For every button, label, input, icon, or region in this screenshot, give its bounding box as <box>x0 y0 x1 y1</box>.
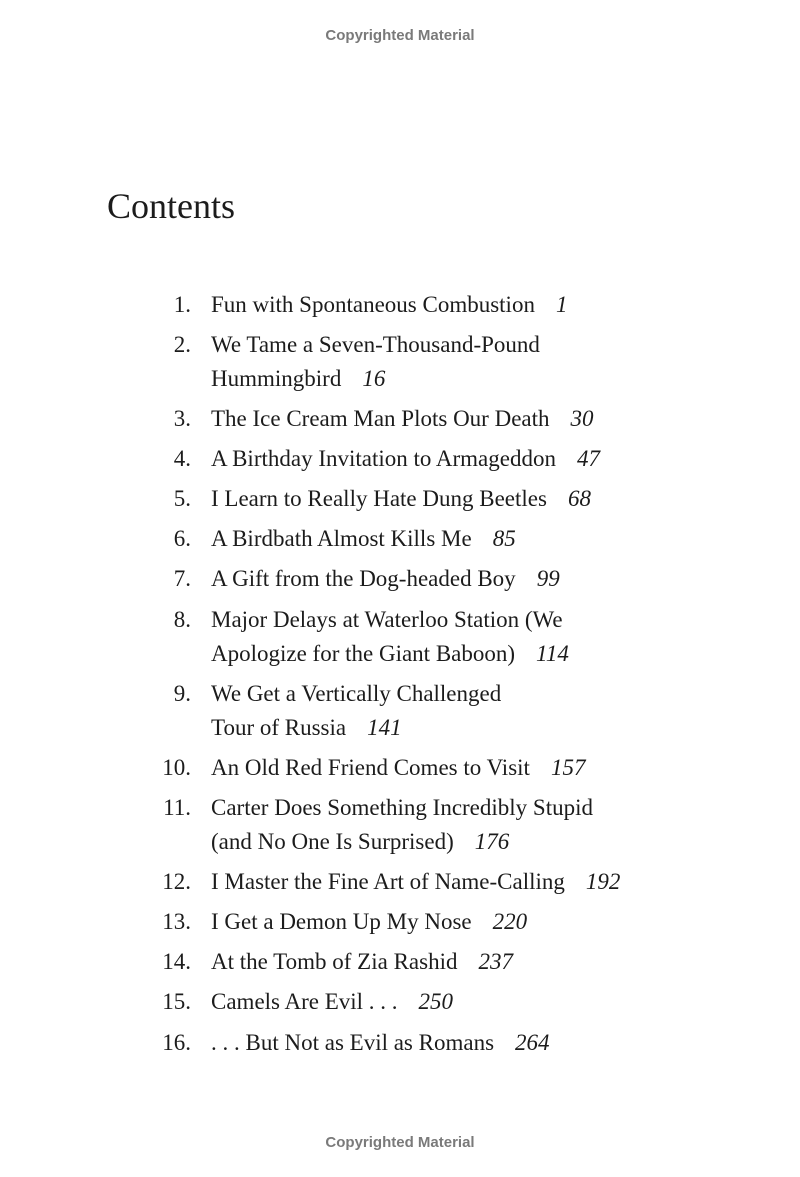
chapter-title: A Birthday Invitation to Armageddon 47 <box>211 446 600 471</box>
page-number: 30 <box>570 406 594 431</box>
chapter-title: The Ice Cream Man Plots Our Death 30 <box>211 406 594 431</box>
page-number: 1 <box>555 292 568 317</box>
chapter-number: 4. <box>173 446 191 471</box>
page-number: 16 <box>362 366 386 391</box>
chapter-title: We Get a Vertically Challenged Tour of Russia 141 <box>211 681 502 740</box>
chapter-number: 16. <box>162 1030 191 1055</box>
chapter-number: 6. <box>173 526 191 551</box>
chapter-number: 15. <box>162 989 191 1014</box>
chapter-number: 11. <box>163 795 191 820</box>
page-number: 264 <box>515 1030 550 1055</box>
page-number: 141 <box>367 715 402 740</box>
chapter-title: Major Delays at Waterloo Station (We Apologize for the Giant Baboon) 114 <box>211 607 569 666</box>
page-number: 85 <box>492 526 516 551</box>
chapter-title: We Tame a Seven-Thousand-Pound Hummingbird 16 <box>211 332 540 391</box>
chapter-number: 1. <box>173 292 191 317</box>
chapter-title: At the Tomb of Zia Rashid 237 <box>211 949 513 974</box>
page-number: 157 <box>550 755 586 780</box>
chapter-number: 10. <box>162 755 191 780</box>
chapter-number: 13. <box>162 909 191 934</box>
copyright-watermark-top: Copyrighted Material <box>325 27 475 44</box>
page-number: 250 <box>418 989 454 1014</box>
chapter-title: I Master the Fine Art of Name-Calling 192 <box>211 869 621 894</box>
chapter-title: An Old Red Friend Comes to Visit 157 <box>211 755 586 780</box>
page-number: 99 <box>536 566 560 591</box>
page-number: 68 <box>567 486 591 511</box>
page-number: 237 <box>478 949 513 974</box>
chapter-title: I Get a Demon Up My Nose 220 <box>211 909 528 934</box>
page-number: 47 <box>576 446 600 471</box>
page-number: 220 <box>492 909 528 934</box>
page-number: 192 <box>585 869 621 894</box>
chapter-number: 9. <box>173 681 191 706</box>
chapter-title: I Learn to Really Hate Dung Beetles 68 <box>211 486 591 511</box>
copyright-watermark-bottom: Copyrighted Material <box>325 1134 475 1151</box>
chapter-title: . . . But Not as Evil as Romans 264 <box>211 1030 550 1055</box>
chapter-number: 12. <box>162 869 191 894</box>
chapter-title: Carter Does Something Incredibly Stupid (and No One Is Surprised) 176 <box>211 795 593 854</box>
chapter-number: 8. <box>173 607 191 632</box>
chapter-title: Fun with Spontaneous Combustion 1 <box>211 292 568 317</box>
page-number: 114 <box>536 641 569 666</box>
chapter-number: 7. <box>173 566 191 591</box>
chapter-number: 2. <box>173 332 191 357</box>
chapter-number: 14. <box>162 949 191 974</box>
chapter-number: 3. <box>173 406 191 431</box>
chapter-title: Camels Are Evil . . . 250 <box>211 989 454 1014</box>
chapter-title: A Birdbath Almost Kills Me 85 <box>211 526 516 551</box>
chapter-number: 5. <box>173 486 191 511</box>
contents-heading: Contents <box>107 186 236 226</box>
page-number: 176 <box>474 829 510 854</box>
chapter-title: A Gift from the Dog-headed Boy 99 <box>211 566 560 591</box>
